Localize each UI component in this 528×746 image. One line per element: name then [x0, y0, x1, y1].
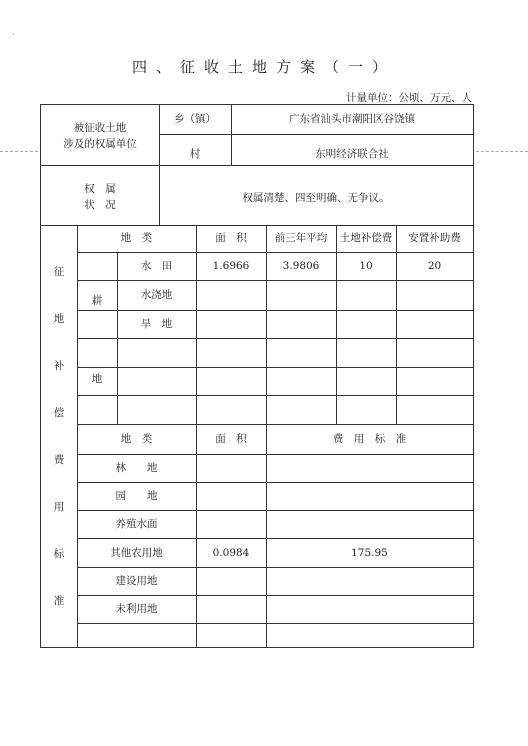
ownership-label-line2: 状 况 — [84, 199, 116, 211]
resettlement-cell: 20 — [427, 260, 442, 272]
grid-line-h — [77, 424, 473, 425]
side-label-char: 地 — [53, 313, 65, 325]
page-title: 四、征收土地方案（一） — [131, 58, 396, 76]
land-type-cell: 林 地 — [115, 462, 158, 474]
grid-line-h — [77, 538, 473, 539]
scan-dashed-line-right — [476, 151, 528, 152]
township-label: 乡（镇） — [174, 113, 216, 125]
land-type-cell: 养殖水面 — [115, 518, 158, 530]
side-label-char: 补 — [53, 360, 65, 372]
grid-line-h — [77, 395, 473, 396]
grid-line-v — [117, 252, 118, 424]
village-label: 村 — [189, 148, 201, 160]
arable-header-4: 安置补助费 — [408, 232, 461, 244]
side-label-char: 用 — [53, 501, 65, 513]
land-type-cell: 其他农用地 — [110, 546, 163, 559]
land-type-cell: 园 地 — [115, 490, 158, 502]
grid-line-h — [77, 510, 473, 511]
village-value: 东明经济联合社 — [315, 148, 389, 160]
land-type-cell: 水 田 — [140, 260, 173, 272]
scan-mark: · — [12, 30, 15, 40]
area-cell: 0.0984 — [212, 546, 250, 559]
scan-dashed-line-left — [0, 151, 38, 152]
side-label-char: 标 — [53, 548, 65, 560]
land-plan-table — [40, 104, 474, 648]
grid-line-h — [159, 134, 473, 135]
grid-line-v — [266, 225, 267, 424]
grid-line-v — [396, 225, 397, 424]
grid-line-h — [77, 367, 473, 368]
arable-header-3: 土地补偿费 — [339, 232, 393, 244]
grid-line-h — [77, 310, 473, 311]
owner-label-line2: 涉及的权属单位 — [63, 138, 137, 150]
measurement-unit: 计量单位：公顷、万元、人 — [346, 92, 472, 104]
arable-header-1: 面 积 — [215, 232, 247, 244]
side-label-char: 准 — [53, 595, 65, 607]
side-label-char: 偿 — [53, 407, 65, 419]
grid-line-v — [336, 225, 337, 424]
grid-line-h — [77, 623, 473, 624]
compensation-cell: 10 — [359, 260, 373, 272]
fee-standard-cell: 175.95 — [351, 546, 388, 559]
other-header-2: 费 用 标 准 — [332, 433, 407, 445]
township-value: 广东省汕头市潮阳区谷饶镇 — [289, 113, 415, 125]
grid-line-h — [77, 252, 473, 253]
grid-line-h — [77, 454, 473, 455]
grid-line-h — [77, 482, 473, 483]
ownership-label-line1: 权 属 — [84, 183, 116, 195]
land-type-cell: 建设用地 — [115, 575, 158, 587]
ownership-status-value: 权属清楚、四至明确、无争议。 — [242, 192, 390, 204]
grid-line-h — [77, 338, 473, 339]
arable-header-2: 前三年平均 — [274, 232, 328, 244]
grid-line-h — [77, 280, 473, 281]
arable-header-0: 地 类 — [120, 232, 153, 244]
grid-line-v — [266, 424, 267, 647]
grid-line-h — [77, 567, 473, 568]
owner-label-line1: 被征收土地 — [73, 122, 127, 134]
other-header-1: 面 积 — [215, 433, 247, 445]
avg3-cell: 3.9806 — [282, 260, 320, 272]
land-type-cell: 旱 地 — [140, 318, 173, 330]
grid-line-h — [77, 595, 473, 596]
side-label-char: 征 — [53, 266, 65, 278]
land-type-cell: 水浇地 — [140, 289, 173, 301]
side-label-char: 费 — [53, 454, 65, 466]
area-cell: 1.6966 — [212, 260, 250, 272]
arable-group-char: 耕 — [91, 295, 103, 307]
land-type-cell: 未利用地 — [115, 603, 158, 615]
arable-group-char: 地 — [91, 373, 103, 385]
grid-line-h — [41, 165, 473, 166]
other-header-0: 地 类 — [120, 433, 153, 445]
grid-line-h — [41, 225, 473, 226]
